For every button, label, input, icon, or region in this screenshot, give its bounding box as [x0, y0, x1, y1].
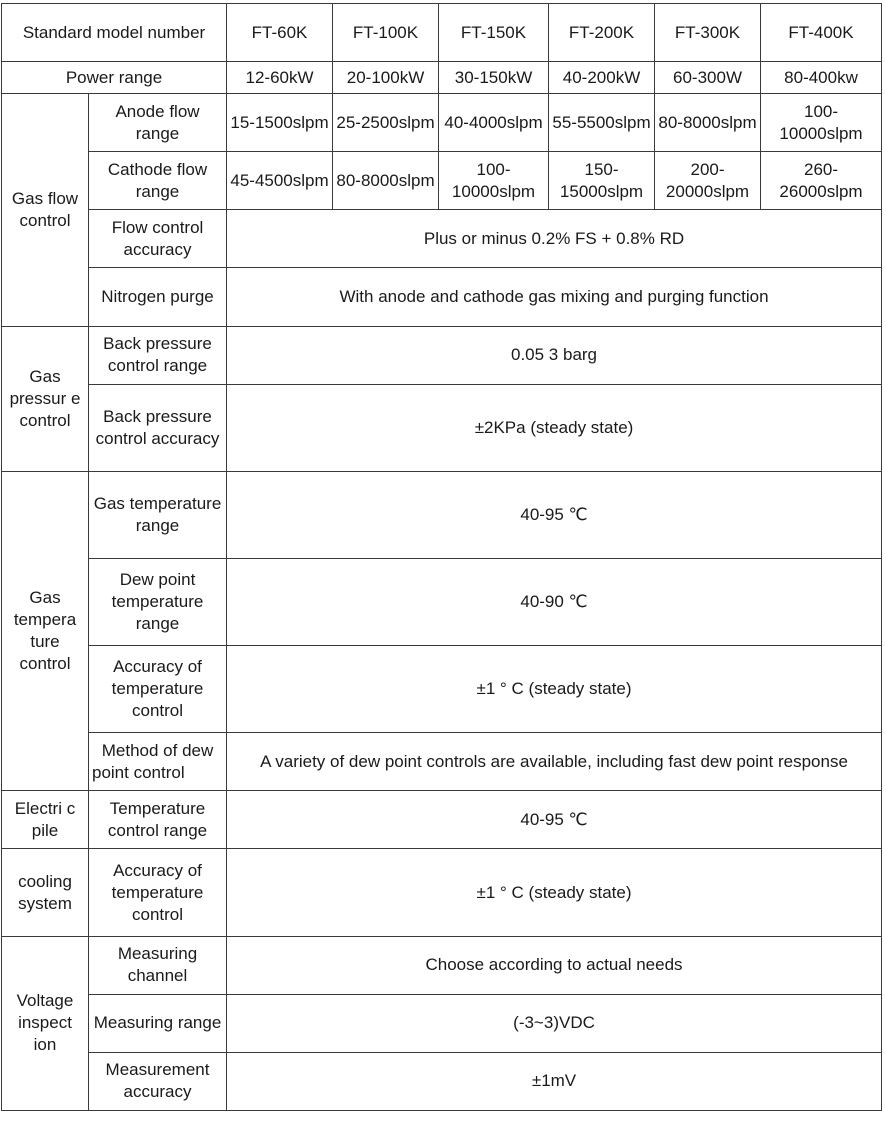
power-cell: 40-200kW [549, 62, 655, 94]
flow-accuracy-value: Plus or minus 0.2% FS + 0.8% RD [227, 210, 882, 268]
flow-cell: 25-2500slpm [333, 94, 439, 152]
model-cell: FT-400K [761, 4, 882, 62]
measurement-accuracy-value: ±1mV [227, 1052, 882, 1110]
power-cell: 30-150kW [439, 62, 549, 94]
model-number-label: Standard model number [2, 4, 227, 62]
measurement-accuracy-row [2, 1052, 882, 1110]
gas-pressure-category: Gas pressur e control [2, 326, 89, 471]
measuring-range-row [2, 994, 882, 1052]
measuring-range-label: Measuring range [89, 994, 227, 1052]
flow-cell: 15-1500slpm [227, 94, 333, 152]
measurement-accuracy-label: Measurement accuracy [89, 1052, 227, 1110]
temp-accuracy-label: Accuracy of temperature control [89, 646, 227, 733]
anode-flow-row [2, 94, 882, 152]
flow-cell: 80-8000slpm [333, 152, 439, 210]
model-cell: FT-150K [439, 4, 549, 62]
power-cell: 20-100kW [333, 62, 439, 94]
back-pressure-accuracy-row [2, 384, 882, 471]
model-cell: FT-200K [549, 4, 655, 62]
power-cell: 60-300W [655, 62, 761, 94]
nitrogen-purge-row [2, 268, 882, 326]
flow-cell: 200-20000slpm [655, 152, 761, 210]
stack-temp-range-value: 40-95 ℃ [227, 791, 882, 849]
flow-cell: 45-4500slpm [227, 152, 333, 210]
anode-flow-label: Anode flow range [89, 94, 227, 152]
flow-cell: 100-10000slpm [761, 94, 882, 152]
model-row [2, 4, 882, 62]
flow-cell: 150-15000slpm [549, 152, 655, 210]
temp-accuracy-value: ±1 ° C (steady state) [227, 646, 882, 733]
model-cell: FT-100K [333, 4, 439, 62]
back-pressure-range-label: Back pressure control range [89, 326, 227, 384]
stack-temp-accuracy-row [2, 849, 882, 936]
flow-cell: 40-4000slpm [439, 94, 549, 152]
stack-temp-range-row [2, 791, 882, 849]
gas-temperature-value: 40-95 ℃ [227, 471, 882, 558]
spec-table [1, 3, 882, 1111]
dew-method-label: Method of dew point control [89, 733, 227, 791]
model-cell: FT-60K [227, 4, 333, 62]
gas-temperature-row [2, 471, 882, 558]
power-cell: 12-60kW [227, 62, 333, 94]
measuring-range-value: (-3~3)VDC [227, 994, 882, 1052]
nitrogen-purge-value: With anode and cathode gas mixing and purging function [227, 268, 882, 326]
dew-method-value: A variety of dew point controls are available, including fast dew point response [227, 733, 882, 791]
stack-cooling-category-top: Electri c pile [2, 791, 89, 849]
dew-point-value: 40-90 ℃ [227, 558, 882, 645]
measuring-channel-label: Measuring channel [89, 936, 227, 994]
measuring-channel-value: Choose according to actual needs [227, 936, 882, 994]
nitrogen-purge-label: Nitrogen purge [89, 268, 227, 326]
flow-accuracy-row [2, 210, 882, 268]
stack-temp-accuracy-value: ±1 ° C (steady state) [227, 849, 882, 936]
cathode-flow-label: Cathode flow range [89, 152, 227, 210]
stack-temp-range-label: Temperature control range [89, 791, 227, 849]
power-range-label: Power range [2, 62, 227, 94]
stack-temp-accuracy-label: Accuracy of temperature control [89, 849, 227, 936]
dew-point-row [2, 558, 882, 645]
gas-temperature-category: Gas tempera ture control [2, 471, 89, 791]
voltage-inspection-category: Voltage inspect ion [2, 936, 89, 1110]
stack-cooling-category-bottom: cooling system [2, 849, 89, 936]
measuring-channel-row [2, 936, 882, 994]
power-row [2, 62, 882, 94]
gas-temperature-label: Gas temperature range [89, 471, 227, 558]
back-pressure-range-value: 0.05 3 barg [227, 326, 882, 384]
dew-method-row [2, 733, 882, 791]
flow-cell: 100-10000slpm [439, 152, 549, 210]
back-pressure-accuracy-value: ±2KPa (steady state) [227, 384, 882, 471]
flow-accuracy-label: Flow control accuracy [89, 210, 227, 268]
back-pressure-range-row [2, 326, 882, 384]
flow-cell: 55-5500slpm [549, 94, 655, 152]
back-pressure-accuracy-label: Back pressure control accuracy [89, 384, 227, 471]
power-cell: 80-400kw [761, 62, 882, 94]
flow-cell: 80-8000slpm [655, 94, 761, 152]
cathode-flow-row [2, 152, 882, 210]
temp-accuracy-row [2, 646, 882, 733]
gas-flow-category: Gas flow control [2, 94, 89, 326]
dew-point-label: Dew point temperature range [89, 558, 227, 645]
flow-cell: 260-26000slpm [761, 152, 882, 210]
model-cell: FT-300K [655, 4, 761, 62]
